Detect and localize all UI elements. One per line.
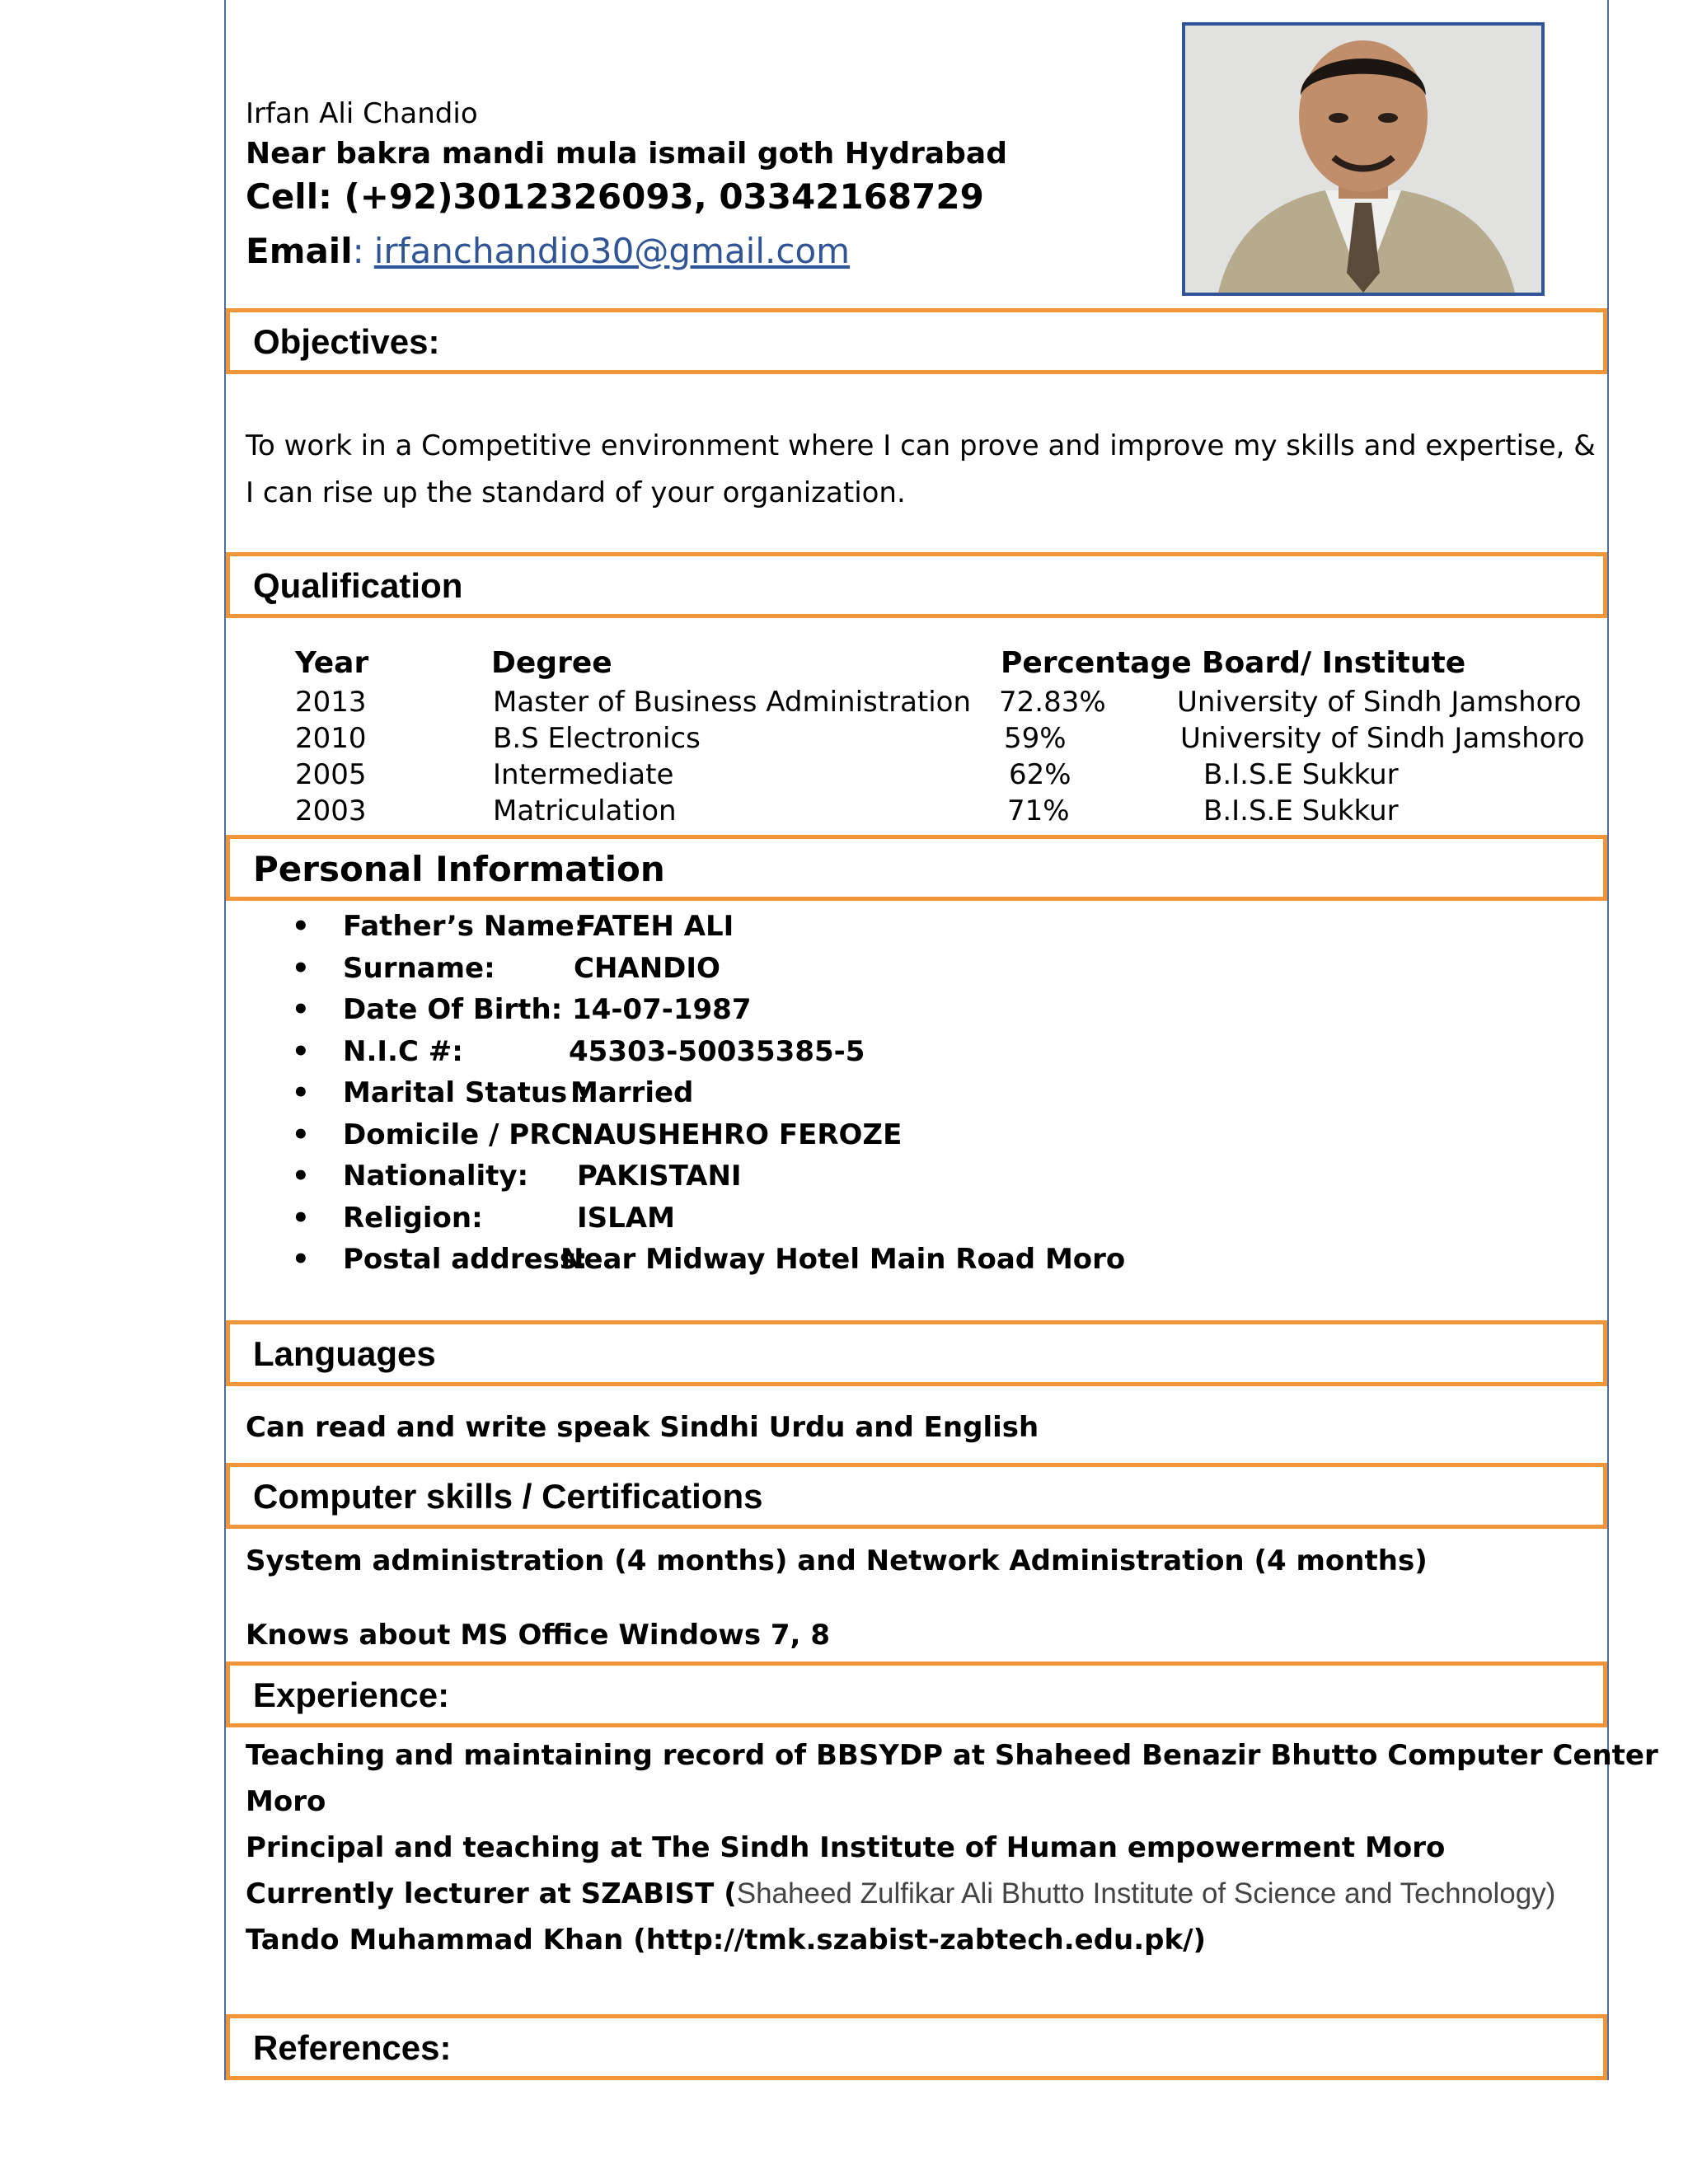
bullet-icon: • xyxy=(292,951,310,985)
section-title-objectives: Objectives: xyxy=(253,322,440,361)
cell-percentage: 59% xyxy=(1004,722,1067,755)
candidate-name: Irfan Ali Chandio xyxy=(246,97,478,130)
computer-skill-line-1: System administration (4 months) and Network Administration (4 months) xyxy=(246,1544,1428,1577)
section-references xyxy=(226,2014,1607,2080)
section-computer-skills xyxy=(226,1463,1607,1529)
cell-degree: Master of Business Administration xyxy=(493,686,972,719)
experience-line-4-institute: Shaheed Zulfikar Ali Bhutto Institute of Science and Technology) xyxy=(736,1877,1556,1910)
cell-board: B.I.S.E Sukkur xyxy=(1203,758,1399,791)
col-header-percentage: Percentage xyxy=(1001,646,1192,680)
cell-board: University of Sindh Jamshoro xyxy=(1180,722,1585,755)
item-label: Religion: xyxy=(343,1201,483,1235)
computer-skill-line-2: Knows about MS Office Windows 7, 8 xyxy=(246,1619,830,1652)
item-label: Date Of Birth: xyxy=(343,993,563,1026)
item-value: Near Midway Hotel Main Road Moro xyxy=(560,1243,1126,1276)
cell-degree: Matriculation xyxy=(493,794,677,827)
item-value: Married xyxy=(570,1076,694,1109)
item-label: Nationality: xyxy=(343,1160,529,1193)
cell-year: 2013 xyxy=(295,686,367,719)
item-value: NAUSHEHRO FEROZE xyxy=(570,1118,903,1151)
cell-year: 2003 xyxy=(295,794,367,827)
cell-degree: B.S Electronics xyxy=(493,722,701,755)
item-label: Surname: xyxy=(343,951,495,985)
section-objectives xyxy=(226,308,1607,374)
cell-board: B.I.S.E Sukkur xyxy=(1203,794,1399,827)
bullet-icon: • xyxy=(292,1034,310,1068)
qualification-header-row xyxy=(0,646,1688,682)
candidate-address: Near bakra mandi mula ismail goth Hydrabad xyxy=(246,137,1007,171)
item-label: Father’s Name: xyxy=(343,910,586,943)
bullet-icon: • xyxy=(292,1201,310,1235)
experience-line-5: Tando Muhammad Khan (http://tmk.szabist-zabtech.edu.pk/) xyxy=(246,1924,1207,1957)
item-value: FATEH ALI xyxy=(577,910,734,943)
bullet-icon: • xyxy=(292,993,310,1026)
bullet-icon: • xyxy=(292,1118,310,1151)
bullet-icon: • xyxy=(292,1076,310,1109)
objective-line-2: I can rise up the standard of your organization. xyxy=(246,476,906,509)
col-header-board: Board/ Institute xyxy=(1202,646,1466,680)
candidate-cell: Cell: (+92)3012326093, 03342168729 xyxy=(246,176,984,217)
experience-line-3: Principal and teaching at The Sindh Institute of Human empowerment Moro xyxy=(246,1831,1446,1864)
languages-text: Can read and write speak Sindhi Urdu and English xyxy=(246,1411,1039,1444)
section-title-languages: Languages xyxy=(253,1334,436,1373)
objective-line-1: To work in a Competitive environment where I can prove and improve my skills and expertise, & xyxy=(246,429,1596,462)
col-header-degree: Degree xyxy=(491,646,612,680)
section-title-computer: Computer skills / Certifications xyxy=(253,1477,763,1516)
table-row xyxy=(0,794,1688,831)
cell-year: 2010 xyxy=(295,722,367,755)
cell-percentage: 72.83% xyxy=(999,686,1106,719)
cell-board: University of Sindh Jamshoro xyxy=(1177,686,1582,719)
item-label: Domicile / PRC: xyxy=(343,1118,583,1151)
item-value: CHANDIO xyxy=(574,951,720,985)
item-value: 45303-50035385-5 xyxy=(569,1034,865,1068)
email-colon: : xyxy=(352,231,364,271)
cell-year: 2005 xyxy=(295,758,367,791)
section-experience xyxy=(226,1661,1607,1727)
email-link[interactable]: irfanchandio30@gmail.com xyxy=(373,231,851,271)
item-value: PAKISTANI xyxy=(577,1160,742,1193)
email-label: Email xyxy=(246,231,353,271)
section-title-references: References: xyxy=(253,2028,452,2067)
cell-percentage: 62% xyxy=(1009,758,1071,791)
experience-line-1: Teaching and maintaining record of BBSYDP at Shaheed Benazir Bhutto Computer Center xyxy=(246,1739,1658,1772)
experience-line-4-bold: Currently lecturer at SZABIST ( xyxy=(246,1877,737,1910)
table-row xyxy=(0,758,1688,794)
candidate-email-row xyxy=(246,231,850,271)
item-value: 14-07-1987 xyxy=(572,993,752,1026)
section-languages xyxy=(226,1320,1607,1386)
table-row xyxy=(0,722,1688,758)
col-header-year: Year xyxy=(295,646,369,680)
table-row xyxy=(0,686,1688,722)
item-label: Marital Status : xyxy=(343,1076,588,1109)
bullet-icon: • xyxy=(292,1160,310,1193)
bullet-icon: • xyxy=(292,1243,310,1276)
person-photo-icon xyxy=(1185,26,1541,293)
section-qualification xyxy=(226,552,1607,618)
experience-line-2: Moro xyxy=(246,1785,326,1818)
section-personal-information xyxy=(226,835,1607,901)
item-label: N.I.C #: xyxy=(343,1034,463,1068)
item-label: Postal address: xyxy=(343,1243,588,1276)
section-title-personal: Personal Information xyxy=(253,849,665,889)
cell-degree: Intermediate xyxy=(493,758,674,791)
item-value: ISLAM xyxy=(577,1201,675,1235)
experience-line-4 xyxy=(246,1877,1555,1910)
profile-photo xyxy=(1182,22,1545,296)
section-title-experience: Experience: xyxy=(253,1675,450,1714)
section-title-qualification: Qualification xyxy=(253,566,463,605)
cell-percentage: 71% xyxy=(1007,794,1070,827)
bullet-icon: • xyxy=(292,910,310,943)
